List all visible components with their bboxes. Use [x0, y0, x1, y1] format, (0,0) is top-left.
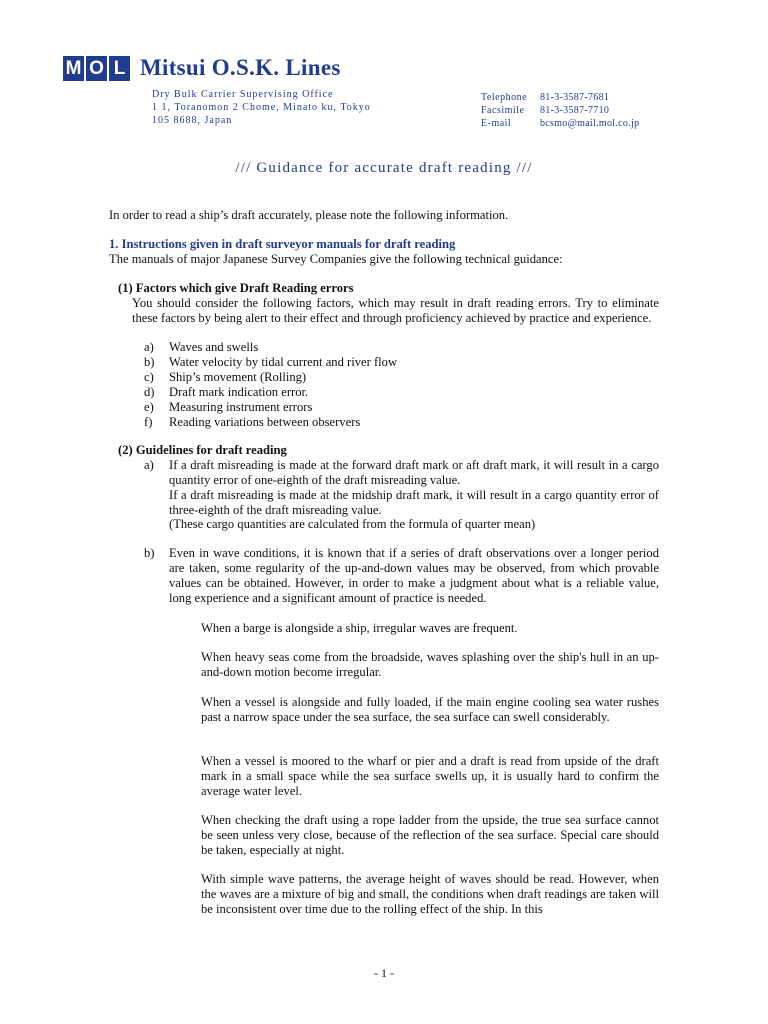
- logo-letter-o: O: [86, 56, 107, 81]
- contact-value: 81-3-3587-7710: [540, 105, 610, 116]
- section-1-lead: The manuals of major Japanese Survey Companies give the following technical guidance:: [109, 252, 563, 266]
- subsection-1-heading: (1) Factors which give Draft Reading errors: [118, 281, 354, 295]
- section-1-heading: 1. Instructions given in draft surveyor manuals for draft reading: [109, 237, 456, 251]
- contact-label: Telephone: [481, 92, 528, 103]
- item-a-paragraph-2: If a draft misreading is made at the midship draft mark, it will result in a cargo quantity error of three-eighth of the draft misreading value.: [169, 488, 659, 517]
- list-item: f) Reading variations between observers: [144, 415, 361, 429]
- contact-value: bcsmo@mail.mol.co.jp: [540, 118, 640, 129]
- list-item: e) Measuring instrument errors: [144, 400, 313, 414]
- company-name: Mitsui O.S.K. Lines: [140, 55, 341, 80]
- contact-email: [481, 117, 639, 130]
- error-factor-list: [144, 340, 397, 430]
- case-paragraph: When heavy seas come from the broadside, waves splashing over the ship's hull in an up-and-down motion become irregular.: [201, 650, 659, 679]
- page-number: - 1 -: [374, 966, 394, 980]
- case-paragraph: When a vessel is moored to the wharf or pier and a draft is read from upside of the draft mark in a small space while the sea surface swells up, it is usually hard to confirm the average water level.: [201, 754, 659, 798]
- address-line: Dry Bulk Carrier Supervising Office: [152, 89, 334, 100]
- item-a-marker: a): [144, 458, 154, 472]
- item-a-paragraph-1: If a draft misreading is made at the forward draft mark or aft draft mark, it will result in a cargo quantity error of one-eighth of the draft misreading value.: [169, 458, 659, 487]
- item-b-marker: b): [144, 546, 155, 560]
- office-address: [152, 88, 371, 127]
- contact-facsimile: [481, 104, 639, 117]
- item-a-paragraph-3: (These cargo quantities are calculated from the formula of quarter mean): [169, 517, 536, 531]
- case-paragraph: When a barge is alongside a ship, irregular waves are frequent.: [201, 621, 518, 635]
- item-b-paragraph: Even in wave conditions, it is known that if a series of draft observations over a longer period are taken, some regularity of the up-and-down values may be observed, from which provable values can be obtained. However, in order to make a judgment about what is a reliable value, long experience and a significant amount of practice is needed.: [169, 546, 659, 605]
- list-item: d) Draft mark indication error.: [144, 385, 309, 399]
- subsection-1-paragraph: You should consider the following factors, which may result in draft reading errors. Try to eliminate these factors by being alert to their effect and through proficiency achieved by practice and experience.: [132, 296, 659, 325]
- contact-label: E-mail: [481, 118, 512, 129]
- list-item: b) Water velocity by tidal current and river flow: [144, 355, 398, 369]
- document-title: /// Guidance for accurate draft reading ///: [235, 160, 533, 176]
- address-line: 1 1, Toranomon 2 Chome, Minato ku, Tokyo: [152, 102, 371, 113]
- logo-letter-m: M: [63, 56, 84, 81]
- list-item: c) Ship’s movement (Rolling): [144, 370, 307, 384]
- case-paragraph: With simple wave patterns, the average height of waves should be read. However, when the waves are a mixture of big and small, the conditions when draft readings are taken will be inconsistent over time due to the rolling effect of the ship. In this: [201, 872, 659, 916]
- contact-label: Facsimile: [481, 105, 525, 116]
- address-line: 105 8688, Japan: [152, 115, 233, 126]
- logo-letter-l: L: [109, 56, 130, 81]
- contact-block: [481, 91, 639, 130]
- company-logo: [63, 55, 341, 81]
- contact-telephone: [481, 91, 639, 104]
- case-paragraph: When checking the draft using a rope ladder from the upside, the true sea surface cannot be seen unless very close, because of the reflection of the sea surface. Special care should be taken, especially at night.: [201, 813, 659, 857]
- intro-text: In order to read a ship’s draft accurately, please note the following information.: [109, 208, 509, 222]
- contact-value: 81-3-3587-7681: [540, 92, 610, 103]
- subsection-2-heading: (2) Guidelines for draft reading: [118, 443, 287, 457]
- case-paragraph: When a vessel is alongside and fully loaded, if the main engine cooling sea water rushes past a narrow space under the sea surface, the sea surface can swell considerably.: [201, 695, 659, 724]
- list-item: a) Waves and swells: [144, 340, 259, 354]
